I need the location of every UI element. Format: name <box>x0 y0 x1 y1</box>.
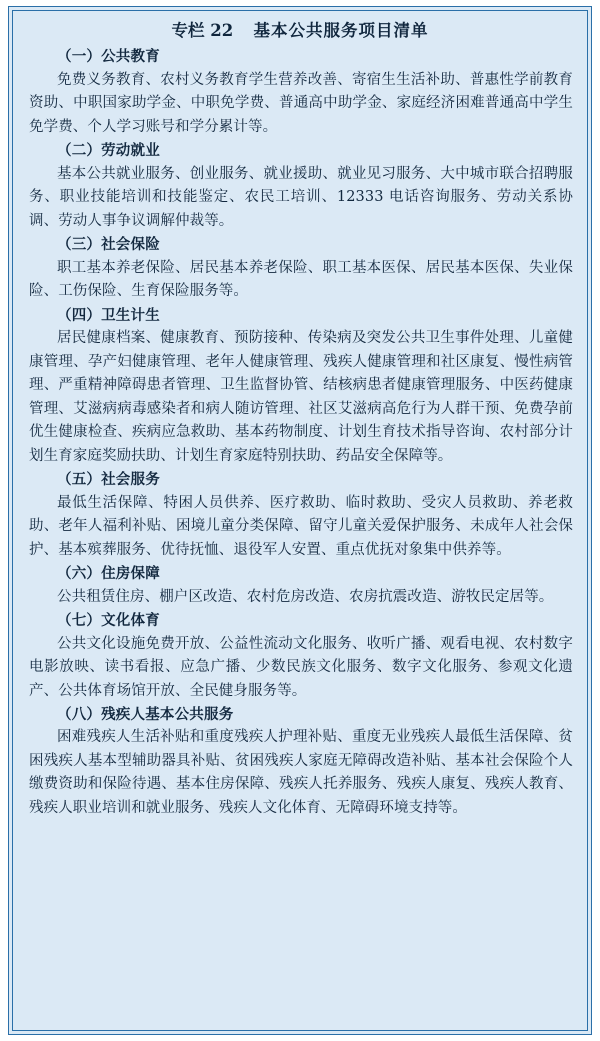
section-heading-3: （三）社会保险 <box>57 236 160 254</box>
section-heading-1: （一）公共教育 <box>57 48 160 66</box>
page-title <box>13 20 587 41</box>
section-body-4: 居民健康档案、健康教育、预防接种、传染病及突发公共卫生事件处理、儿童健康管理、孕产妇健康管理、老年人健康管理、残疾人健康管理和社区康复、慢性病管理、严重精神障碍患者管理、卫生监督协管、结核病患者健康管理服务、中医药健康管理、艾滋病病毒感染者和病人随访管理、社区艾滋病高危行为人群干预、免费孕前优生健康检查、疾病应急救助、基本药物制度、计划生育技术指导咨询、农村部分计划生育家庭奖励扶助、计划生育家庭特别扶助、药品安全保障等。 <box>29 330 573 464</box>
section-body-6: 公共租赁住房、棚户区改造、农村危房改造、农房抗震改造、游牧民定居等。 <box>57 588 554 605</box>
section-body-1: 免费义务教育、农村义务教育学生营养改善、寄宿生生活补助、普惠性学前教育资助、中职国家助学金、中职免学费、普通高中助学金、家庭经济困难普通高中学生免学费、个人学习账号和学分累计等。 <box>29 71 573 135</box>
section-heading-8: （八）残疾人基本公共服务 <box>57 706 234 723</box>
feature-box <box>8 6 592 1035</box>
document-content <box>13 45 587 820</box>
title-text: 基本公共服务项目清单 <box>253 21 429 40</box>
section-heading-2: （二）劳动就业 <box>57 142 160 160</box>
section-body-3: 职工基本养老保险、居民基本养老保险、职工基本医保、居民基本医保、失业保险、工伤保险、生育保险服务等。 <box>29 259 573 300</box>
section-body-2: 基本公共就业服务、创业服务、就业援助、就业见习服务、大中城市联合招聘服务、职业技能培训和技能鉴定、农民工培训、12333 电话咨询服务、劳动关系协调、劳动人事争议调解仲裁等。 <box>29 165 573 229</box>
title-label: 专栏 22 <box>171 21 234 40</box>
section-heading-4: （四）卫生计生 <box>57 306 160 324</box>
section-body-7: 公共文化设施免费开放、公益性流动文化服务、收听广播、观看电视、农村数字电影放映、读书看报、应急广播、少数民族文化服务、数字文化服务、参观文化遗产、公共体育场馆开放、全民健身服务等。 <box>29 635 573 699</box>
feature-box-inner <box>12 10 588 1031</box>
section-body-5: 最低生活保障、特困人员供养、医疗救助、临时救助、受灾人员救助、养老救助、老年人福利补贴、困境儿童分类保障、留守儿童关爱保护服务、未成年人社会保护、基本殡葬服务、优待抚恤、退役军人安置、重点优抚对象集中供养等。 <box>29 494 573 558</box>
section-body-8: 困难残疾人生活补贴和重度残疾人护理补贴、重度无业残疾人最低生活保障、贫困残疾人基本型辅助器具补贴、贫困残疾人家庭无障碍改造补贴、基本社会保险个人缴费资助和保险待遇、基本住房保障、残疾人托养服务、残疾人康复、残疾人教育、残疾人职业培训和就业服务、残疾人文化体育、无障碍环境支持等。 <box>29 729 573 816</box>
section-heading-6: （六）住房保障 <box>57 565 160 583</box>
section-heading-5: （五）社会服务 <box>57 471 160 489</box>
section-heading-7: （七）文化体育 <box>57 612 160 630</box>
